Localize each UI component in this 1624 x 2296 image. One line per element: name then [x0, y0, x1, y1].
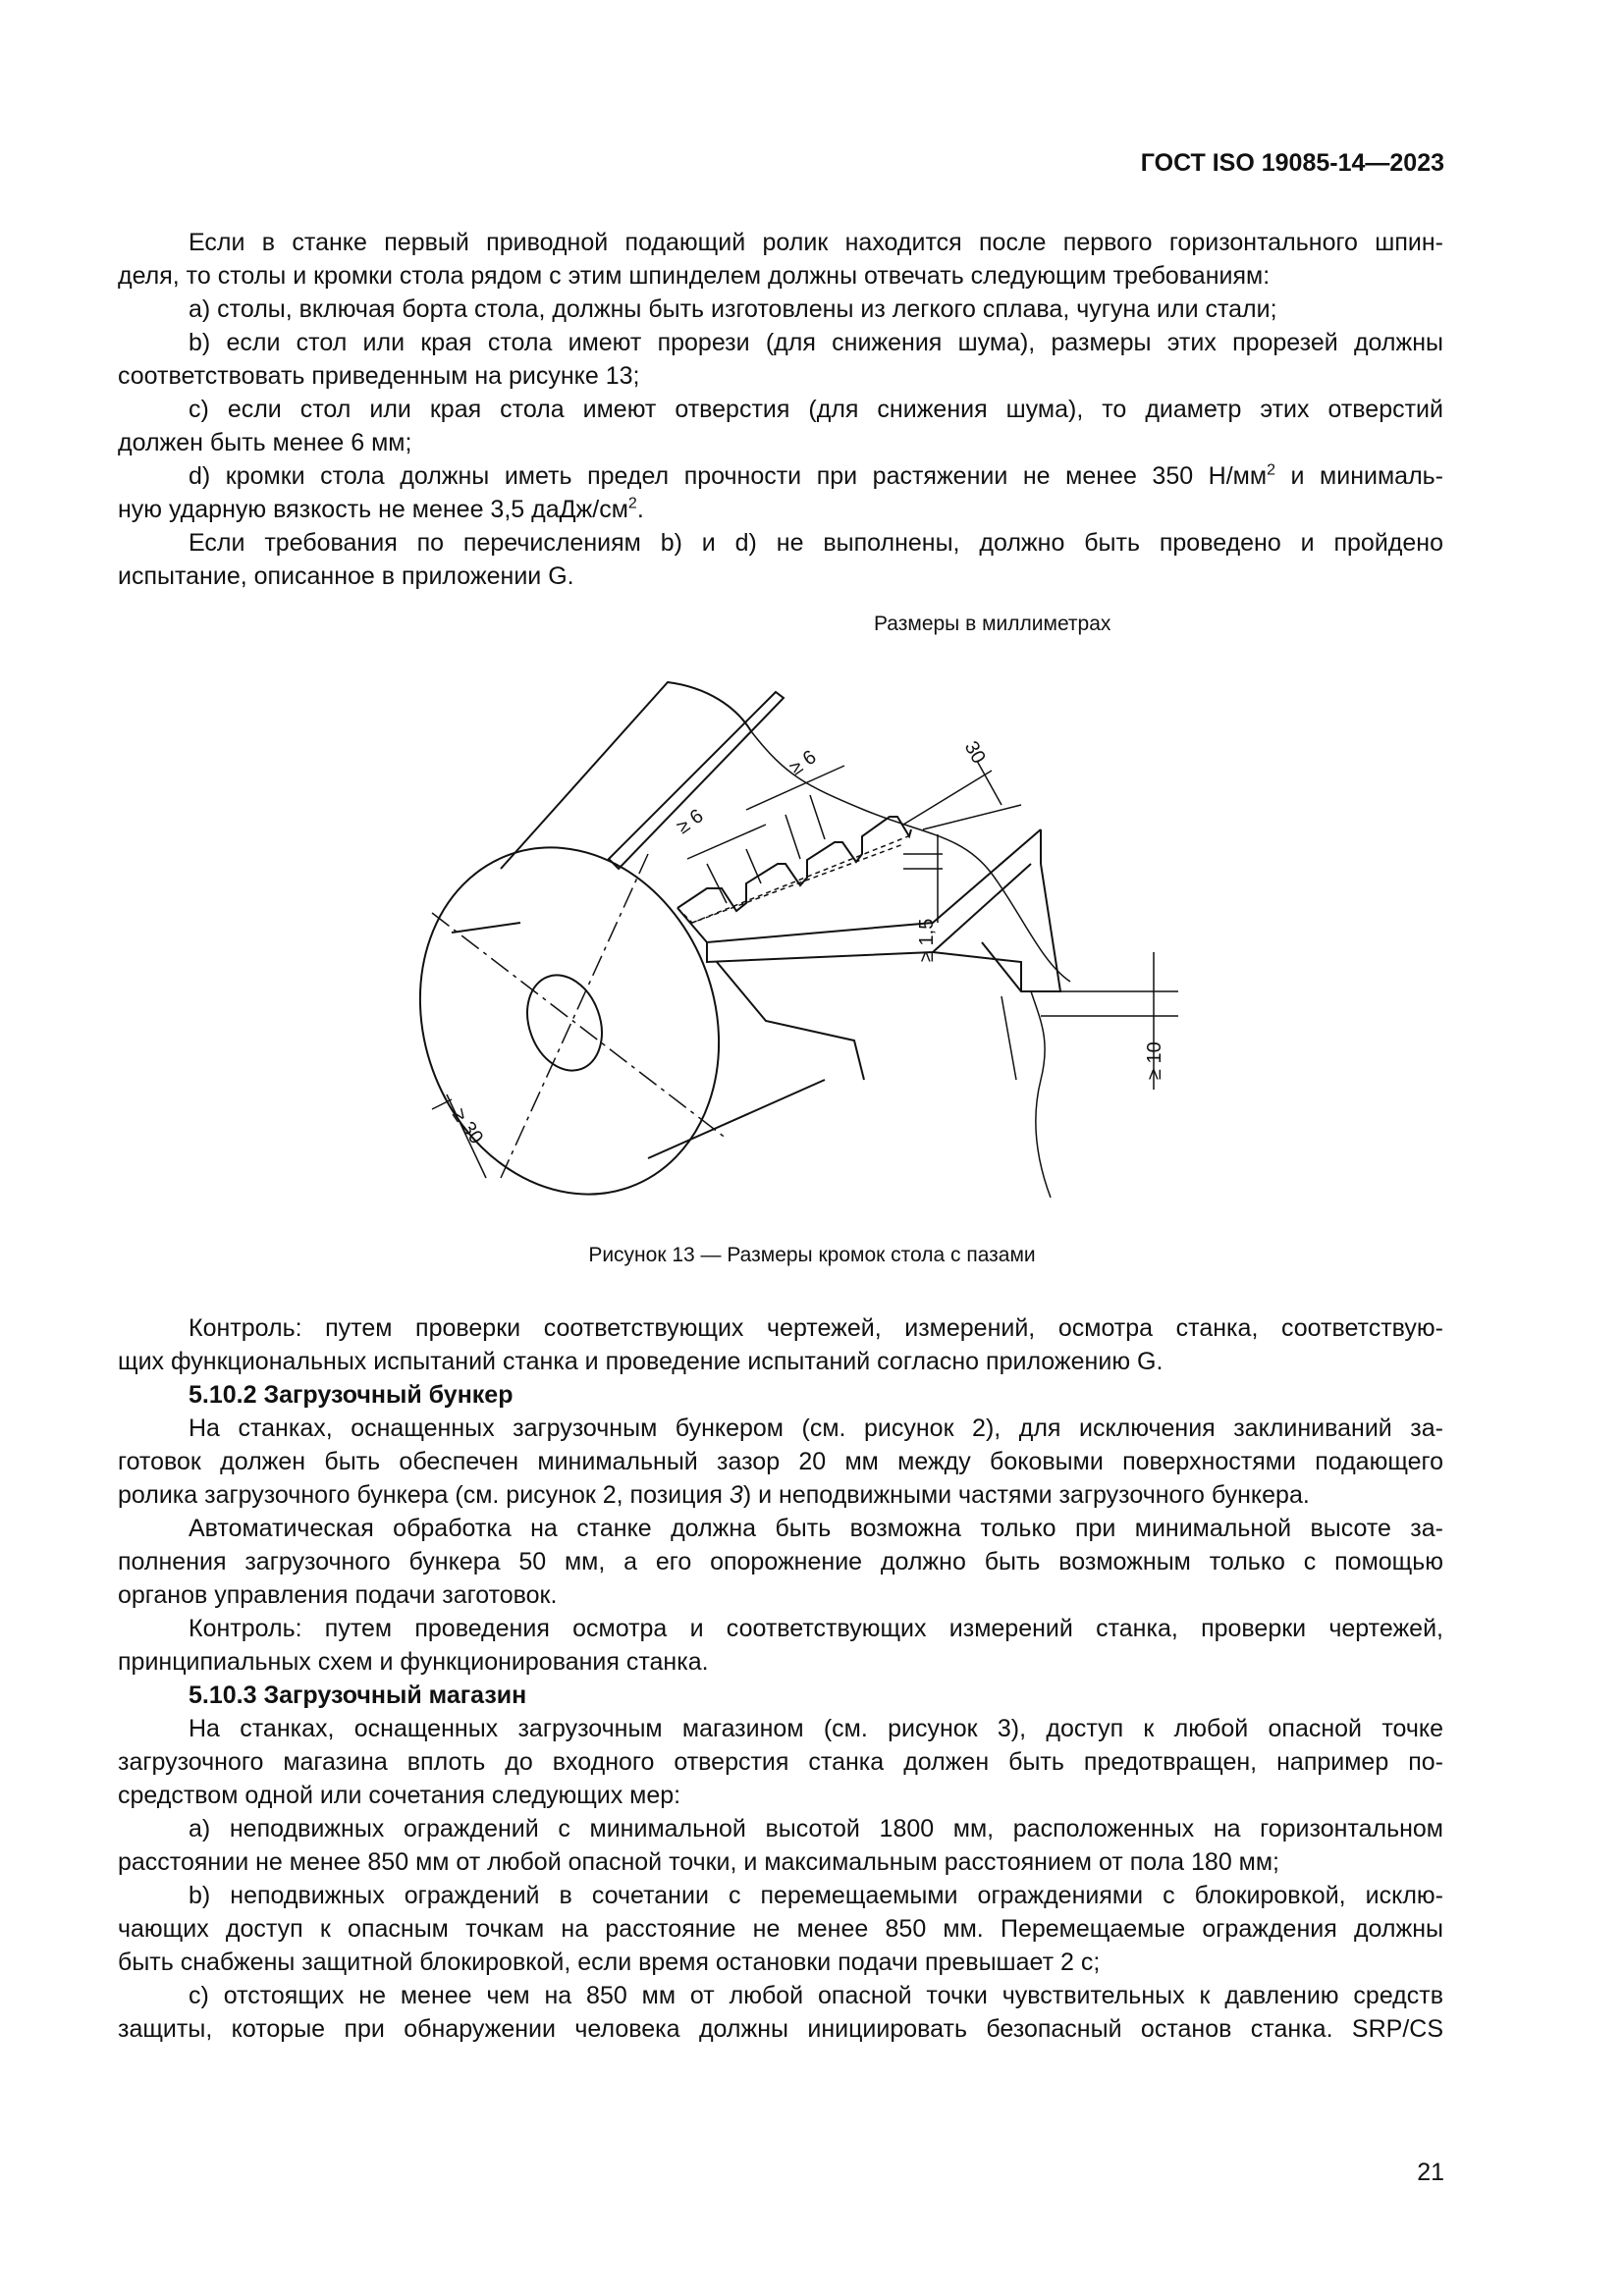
text-line: Автоматическая обработка на станке должна быть возможна только при минимальной высоте за- — [189, 1515, 1443, 1542]
dimension-line — [977, 761, 1001, 805]
text-line: деля, то столы и кромки стола рядом с этим шпинделем должны отвечать следующим требованиям: — [118, 262, 1271, 290]
list-item — [118, 293, 1443, 326]
dim-label-30-left: ≥ 30 — [447, 1104, 488, 1148]
text-line: щих функциональных испытаний станка и проведение испытаний согласно приложению G. — [118, 1348, 1164, 1375]
break-line — [1031, 991, 1051, 1198]
list-item — [118, 1912, 1443, 1946]
table-plate — [677, 829, 1041, 962]
paragraph — [118, 1712, 1443, 1745]
dim-label-1-5: ≥ 1,5 — [916, 918, 938, 962]
centerline — [432, 913, 727, 1139]
list-item — [118, 459, 1443, 493]
roller-bore — [514, 965, 615, 1082]
paragraph — [118, 1311, 1443, 1345]
dim-label-6-upper: ≥ 6 — [785, 746, 821, 780]
body-text-top — [118, 226, 1443, 593]
paragraph — [118, 259, 1443, 293]
text-line: b) если стол или края стола имеют прорези (для снижения шума), размеры этих прорезей должны — [189, 329, 1443, 356]
body-text-bottom — [118, 1311, 1443, 2046]
text-line: Если требования по перечислениям b) и d) не выполнены, должно быть проведено и пройдено — [189, 529, 1443, 557]
list-item — [118, 493, 1443, 526]
text-line: загрузочного магазина вплоть до входного отверстия станка должен быть предотвращен, например по- — [118, 1748, 1443, 1776]
text-line: Контроль: путем проверки соответствующих чертежей, измерений, осмотра станка, соответствую- — [189, 1314, 1443, 1342]
superscript: 2 — [627, 495, 637, 512]
paragraph — [118, 1412, 1443, 1445]
list-item — [118, 2012, 1443, 2046]
text-line: полнения загрузочного бункера 50 мм, а его опорожнение должно быть возможным только с помощью — [118, 1548, 1443, 1575]
paragraph — [118, 1745, 1443, 1779]
list-item — [118, 1879, 1443, 1912]
dimension-line — [707, 864, 727, 903]
text-line: ) и неподвижными частями загрузочного бункера. — [742, 1481, 1310, 1509]
text-line: защиты, которые при обнаружении человека должны инициировать безопасный останов станка. SRP/CS — [118, 2015, 1443, 2043]
centerline — [501, 854, 648, 1178]
text-line: средством одной или сочетания следующих мер: — [118, 1782, 681, 1809]
dimension-line — [903, 771, 992, 825]
list-item — [118, 393, 1443, 426]
paragraph — [118, 1445, 1443, 1478]
text-line: ролика загрузочного бункера (см. рисунок 2, позиция — [118, 1481, 730, 1509]
dim-label-30-top: 30 — [959, 737, 990, 768]
page-number: 21 — [1417, 2159, 1444, 2186]
text-line: а) столы, включая борта стола, должны быть изготовлены из легкого сплава, чугуна или стали; — [189, 295, 1277, 323]
paragraph — [118, 1545, 1443, 1578]
text-line: и минималь- — [1274, 462, 1444, 490]
text-line: d) кромки стола должны иметь предел прочности при растяжении не менее 350 Н/мм — [189, 462, 1268, 490]
text-line: с) отстоящих не менее чем на 850 мм от любой опасной точки чувствительных к давлению средств — [189, 1982, 1443, 2009]
text-line: должен быть менее 6 мм; — [118, 429, 412, 456]
dimension-line — [810, 795, 825, 839]
paragraph — [118, 1478, 1443, 1512]
document-header: ГОСТ ISO 19085-14—2023 — [1140, 149, 1444, 177]
text-line: b) неподвижных ограждений в сочетании с перемещаемыми ограждениями с блокировкой, исклю- — [189, 1882, 1443, 1909]
section-heading: 5.10.2 Загрузочный бункер — [189, 1381, 514, 1409]
text-line: На станках, оснащенных загрузочным бункером (см. рисунок 2), для исключения заклиниваний за- — [189, 1415, 1443, 1442]
section-heading: 5.10.3 Загрузочный магазин — [189, 1682, 527, 1709]
paragraph — [118, 560, 1443, 593]
text-line: Контроль: путем проведения осмотра и соответствующих измерений станка, проверки чертежей, — [189, 1615, 1443, 1642]
list-item — [118, 1946, 1443, 1979]
text-line: принципиальных схем и функционирования станка. — [118, 1648, 709, 1676]
text-line: испытание, описанное в приложении G. — [118, 562, 574, 590]
text-line: быть снабжены защитной блокировкой, если время остановки подачи превышает 2 с; — [118, 1949, 1101, 1976]
text-line: чающих доступ к опасным точкам на расстояние не менее 850 мм. Перемещаемые ограждения должны — [118, 1915, 1443, 1943]
paragraph — [118, 1578, 1443, 1612]
paragraph — [118, 226, 1443, 259]
table-top — [452, 923, 520, 933]
superscript: 2 — [1267, 461, 1275, 479]
text-line: ную ударную вязкость не менее 3,5 даДж/см — [118, 496, 628, 523]
figure-caption: Рисунок 13 — Размеры кромок стола с пазами — [588, 1244, 1036, 1266]
text-line: готовок должен быть обеспечен минимальный зазор 20 мм между боковыми поверхностями подающего — [118, 1448, 1443, 1475]
text-line: соответствовать приведенным на рисунке 13; — [118, 362, 640, 390]
roller-body — [648, 1080, 825, 1158]
paragraph — [118, 1512, 1443, 1545]
text-line: Если в станке первый приводной подающий ролик находится после первого горизонтального шпин- — [189, 229, 1443, 256]
list-item — [118, 359, 1443, 393]
list-item — [118, 326, 1443, 359]
dimension-line — [687, 825, 766, 859]
dim-label-10: ≥ 10 — [1144, 1041, 1165, 1080]
units-note: Размеры в миллиметрах — [874, 613, 1111, 635]
break-line — [1001, 996, 1016, 1080]
italic-ref: 3 — [729, 1481, 743, 1509]
text-line: органов управления подачи заготовок. — [118, 1581, 558, 1609]
list-item — [118, 426, 1443, 459]
text-line: На станках, оснащенных загрузочным магазином (см. рисунок 3), доступ к любой опасной точке — [189, 1715, 1443, 1742]
list-item — [118, 1845, 1443, 1879]
dim-label-6-lower: ≥ 6 — [673, 805, 708, 839]
slotted-edge — [677, 817, 911, 911]
paragraph — [118, 1645, 1443, 1679]
dimension-line — [785, 815, 800, 859]
paragraph — [118, 1612, 1443, 1645]
paragraph — [118, 1779, 1443, 1812]
text-line: а) неподвижных ограждений с минимальной высотой 1800 мм, расположенных на горизонтальном — [189, 1815, 1443, 1842]
list-item — [118, 1812, 1443, 1845]
paragraph — [118, 1345, 1443, 1378]
text-line: . — [636, 496, 644, 523]
text-line: расстоянии не менее 850 мм от любой опасной точки, и максимальным расстоянием от пола 180 мм; — [118, 1848, 1279, 1876]
list-item — [118, 1979, 1443, 2012]
text-line: с) если стол или края стола имеют отверстия (для снижения шума), то диаметр этих отверстий — [189, 396, 1443, 423]
dimension-line — [923, 805, 1021, 829]
roller-face — [372, 805, 766, 1237]
figure-13-drawing — [412, 667, 1165, 1217]
paragraph — [118, 526, 1443, 560]
